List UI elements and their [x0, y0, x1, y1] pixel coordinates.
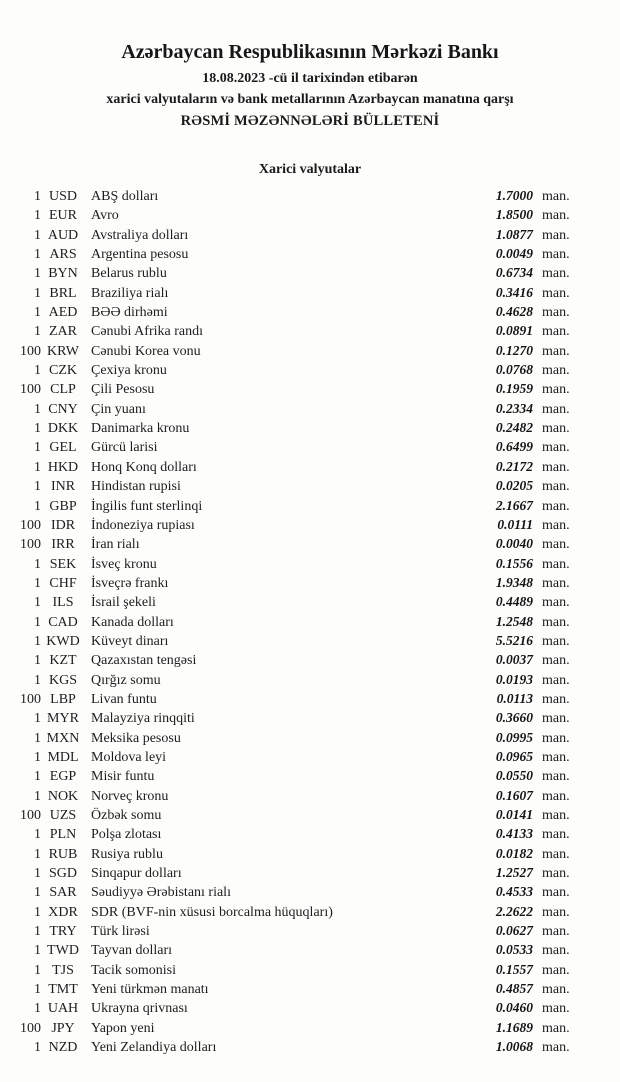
row-currency-name: Misir funtu — [91, 769, 155, 785]
row-quantity: 1 — [34, 324, 41, 340]
row-quantity: 1 — [34, 730, 41, 746]
row-currency-code: SGD — [48, 866, 77, 882]
row-currency-name: Türk lirəsi — [91, 924, 150, 940]
row-currency-code: BYN — [48, 266, 78, 282]
row-quantity: 1 — [34, 556, 41, 572]
row-quantity: 100 — [20, 808, 41, 823]
row-rate-value: 1.1689 — [495, 1019, 533, 1035]
row-unit-label: man. — [542, 711, 570, 727]
row-currency-name: Yapon yeni — [91, 1020, 155, 1036]
row-quantity: 1 — [34, 633, 41, 649]
row-unit-label: man. — [542, 595, 570, 611]
row-currency-code: SEK — [49, 556, 77, 572]
row-currency-code: CLP — [50, 382, 76, 398]
row-rate-value: 0.0768 — [495, 362, 533, 378]
row-rate-value: 0.0111 — [497, 516, 533, 532]
row-currency-code: IDR — [50, 517, 76, 533]
row-currency-code: XDR — [48, 904, 78, 920]
row-quantity: 100 — [20, 343, 41, 359]
row-currency-name: Yeni türkmən manatı — [91, 982, 209, 998]
currency-row — [18, 341, 577, 360]
currency-row — [18, 708, 577, 727]
row-currency-name: Hindistan rupisi — [91, 479, 181, 495]
row-unit-label: man. — [542, 633, 570, 649]
currency-row — [18, 360, 577, 379]
row-currency-name: Belarus rublu — [91, 266, 167, 282]
row-currency-code: ZAR — [49, 324, 77, 340]
row-currency-code: UZS — [49, 808, 77, 823]
row-currency-code: AED — [48, 305, 78, 321]
currency-row — [18, 747, 577, 766]
row-currency-name: Küveyt dinarı — [91, 633, 169, 649]
row-currency-name: Malayziya rinqqiti — [91, 711, 195, 727]
row-rate-value: 2.1667 — [495, 497, 533, 513]
row-quantity: 1 — [34, 266, 41, 282]
row-rate-value: 0.0037 — [495, 652, 533, 668]
row-currency-code: CHF — [49, 575, 77, 591]
row-quantity: 100 — [20, 537, 41, 553]
currency-row — [18, 960, 577, 979]
row-currency-code: TWD — [47, 943, 79, 959]
currency-row — [18, 689, 577, 708]
row-rate-value: 1.2548 — [495, 613, 533, 629]
currency-row — [18, 225, 577, 244]
row-currency-name: Kanada dolları — [91, 614, 174, 630]
row-quantity: 1 — [34, 401, 41, 417]
row-currency-name: İran rialı — [91, 537, 140, 553]
row-quantity: 1 — [34, 885, 41, 901]
row-quantity: 1 — [34, 711, 41, 727]
currency-row — [18, 437, 577, 456]
row-currency-code: TJS — [52, 962, 74, 978]
currency-row — [18, 515, 577, 534]
row-currency-name: İsveçrə frankı — [91, 575, 169, 591]
row-rate-value: 0.2172 — [495, 458, 533, 474]
row-unit-label: man. — [542, 208, 570, 224]
row-rate-value: 2.2622 — [495, 903, 533, 919]
currency-row — [18, 554, 577, 573]
row-rate-value: 0.6734 — [495, 265, 533, 281]
row-unit-label: man. — [542, 730, 570, 746]
row-currency-name: Avstraliya dolları — [91, 227, 189, 243]
row-currency-name: Cənubi Korea vonu — [91, 343, 201, 359]
row-currency-code: CAD — [48, 614, 78, 630]
row-quantity: 1 — [34, 827, 41, 843]
row-currency-code: NZD — [48, 1040, 78, 1056]
row-quantity: 1 — [34, 749, 41, 765]
row-currency-code: KGS — [48, 672, 77, 688]
row-currency-name: Çin yuanı — [91, 401, 146, 417]
row-currency-code: ILS — [52, 595, 74, 611]
row-currency-name: Rusiya rublu — [91, 846, 163, 862]
row-currency-code: UAH — [47, 1001, 79, 1017]
row-currency-code: ARS — [49, 247, 77, 263]
row-rate-value: 0.0533 — [495, 942, 533, 958]
row-quantity: 1 — [34, 595, 41, 611]
row-rate-value: 0.0141 — [495, 807, 533, 822]
currency-row — [18, 321, 577, 340]
row-quantity: 1 — [34, 924, 41, 940]
row-unit-label: man. — [542, 517, 570, 533]
currency-row — [18, 205, 577, 224]
row-currency-code: KWD — [46, 633, 80, 649]
effective-date-line: 18.08.2023 -cü il tarixindən etibarən — [202, 71, 418, 86]
row-rate-value: 0.0049 — [495, 246, 533, 262]
currency-row — [18, 824, 577, 843]
row-rate-value: 0.3416 — [495, 284, 533, 300]
row-rate-value: 1.0877 — [495, 226, 533, 242]
row-rate-value: 0.0113 — [496, 690, 533, 706]
row-unit-label: man. — [542, 421, 570, 437]
currency-row — [18, 940, 577, 959]
currency-row — [18, 844, 577, 863]
currency-row — [18, 1018, 577, 1037]
row-currency-name: Braziliya rialı — [91, 285, 169, 301]
row-currency-code: CNY — [48, 401, 78, 417]
row-quantity: 100 — [20, 1020, 41, 1036]
subject-line: xarici valyutaların və bank metallarının Azərbaycan manatına qarşı — [106, 92, 514, 107]
row-rate-value: 0.1607 — [495, 787, 533, 803]
row-unit-label: man. — [542, 285, 570, 301]
currency-row — [18, 728, 577, 747]
row-quantity: 1 — [34, 227, 41, 243]
row-currency-code: INR — [50, 479, 76, 495]
row-currency-name: Çexiya kronu — [91, 363, 167, 379]
row-currency-code: AUD — [47, 227, 79, 243]
row-quantity: 1 — [34, 305, 41, 321]
row-currency-code: USD — [48, 189, 77, 204]
row-quantity: 1 — [34, 1001, 41, 1017]
currency-row — [18, 979, 577, 998]
row-rate-value: 1.0068 — [495, 1039, 533, 1055]
row-quantity: 1 — [34, 247, 41, 263]
currency-row — [18, 283, 577, 302]
row-currency-code: JPY — [51, 1020, 75, 1036]
currency-row — [18, 379, 577, 398]
currency-row — [18, 534, 577, 553]
row-currency-name: Gürcü larisi — [91, 440, 158, 456]
row-unit-label: man. — [542, 324, 570, 340]
row-quantity: 1 — [34, 498, 41, 514]
row-unit-label: man. — [542, 479, 570, 495]
row-quantity: 1 — [34, 769, 41, 785]
row-unit-label: man. — [542, 189, 570, 204]
row-unit-label: man. — [542, 788, 570, 804]
row-rate-value: 1.2527 — [495, 865, 533, 881]
rates-table — [0, 186, 620, 1056]
row-currency-name: İsveç kronu — [91, 556, 157, 572]
row-rate-value: 0.4857 — [495, 981, 533, 997]
row-currency-code: EUR — [49, 208, 77, 224]
row-currency-code: GEL — [49, 440, 77, 456]
currency-row — [18, 650, 577, 669]
row-rate-value: 0.2334 — [495, 400, 533, 416]
row-quantity: 1 — [34, 788, 41, 804]
row-currency-name: ABŞ dolları — [91, 189, 159, 204]
row-currency-name: Norveç kronu — [91, 788, 169, 804]
currency-row — [18, 631, 577, 650]
row-currency-name: Səudiyyə Ərəbistanı rialı — [91, 885, 231, 901]
row-unit-label: man. — [542, 962, 570, 978]
row-quantity: 1 — [34, 653, 41, 669]
currency-row — [18, 573, 577, 592]
row-unit-label: man. — [542, 537, 570, 553]
row-quantity: 1 — [34, 846, 41, 862]
currency-row — [18, 786, 577, 805]
row-unit-label: man. — [542, 943, 570, 959]
row-currency-name: Tayvan dolları — [91, 943, 173, 959]
row-unit-label: man. — [542, 440, 570, 456]
row-currency-name: Özbək somu — [91, 808, 162, 823]
row-unit-label: man. — [542, 247, 570, 263]
row-unit-label: man. — [542, 982, 570, 998]
row-rate-value: 0.0460 — [495, 1000, 533, 1016]
row-currency-name: Honq Konq dolları — [91, 459, 197, 475]
row-unit-label: man. — [542, 691, 570, 707]
row-currency-code: LBP — [50, 691, 76, 707]
currency-row — [18, 457, 577, 476]
row-rate-value: 0.0965 — [495, 748, 533, 764]
row-unit-label: man. — [542, 401, 570, 417]
row-unit-label: man. — [542, 749, 570, 765]
row-unit-label: man. — [542, 227, 570, 243]
row-quantity: 1 — [34, 982, 41, 998]
row-currency-code: DKK — [47, 421, 79, 437]
row-quantity: 1 — [34, 1040, 41, 1056]
row-unit-label: man. — [542, 885, 570, 901]
row-quantity: 1 — [34, 614, 41, 630]
row-currency-name: Cənubi Afrika randı — [91, 324, 203, 340]
row-rate-value: 0.0550 — [495, 768, 533, 784]
row-unit-label: man. — [542, 614, 570, 630]
currency-row — [18, 302, 577, 321]
row-unit-label: man. — [542, 924, 570, 940]
row-unit-label: man. — [542, 808, 570, 823]
currency-row — [18, 244, 577, 263]
row-quantity: 1 — [34, 459, 41, 475]
row-rate-value: 0.2482 — [495, 420, 533, 436]
currency-row — [18, 998, 577, 1017]
row-currency-name: İndoneziya rupiası — [91, 517, 195, 533]
row-currency-name: SDR (BVF-nin xüsusi borcalma hüquqları) — [91, 904, 333, 920]
row-unit-label: man. — [542, 266, 570, 282]
row-rate-value: 0.4489 — [495, 594, 533, 610]
row-currency-code: GBP — [49, 498, 77, 514]
row-currency-name: Qazaxıstan tengəsi — [91, 653, 197, 669]
row-quantity: 100 — [20, 691, 41, 707]
row-rate-value: 0.0040 — [495, 536, 533, 552]
row-currency-name: Polşa zlotası — [91, 827, 162, 843]
row-unit-label: man. — [542, 827, 570, 843]
row-rate-value: 0.0193 — [495, 671, 533, 687]
row-quantity: 1 — [34, 440, 41, 456]
row-rate-value: 0.0891 — [495, 323, 533, 339]
row-currency-code: KRW — [47, 343, 79, 359]
row-rate-value: 0.6499 — [495, 439, 533, 455]
row-currency-code: PLN — [49, 827, 77, 843]
currency-row — [18, 186, 577, 205]
row-quantity: 1 — [34, 904, 41, 920]
row-currency-name: İsrail şekeli — [91, 595, 156, 611]
row-currency-code: EGP — [49, 769, 77, 785]
currency-row — [18, 766, 577, 785]
row-unit-label: man. — [542, 653, 570, 669]
row-currency-code: MDL — [47, 749, 79, 765]
row-currency-code: RUB — [48, 846, 78, 862]
row-currency-name: Danimarka kronu — [91, 421, 190, 437]
row-rate-value: 0.0182 — [495, 845, 533, 861]
currency-row — [18, 670, 577, 689]
row-unit-label: man. — [542, 363, 570, 379]
row-currency-name: Moldova leyi — [91, 749, 167, 765]
currency-row — [18, 882, 577, 901]
row-currency-code: TRY — [49, 924, 77, 940]
row-rate-value: 0.4133 — [495, 826, 533, 842]
row-currency-code: TMT — [48, 982, 78, 998]
row-unit-label: man. — [542, 866, 570, 882]
row-unit-label: man. — [542, 305, 570, 321]
row-currency-name: Avro — [91, 208, 119, 224]
row-rate-value: 1.9348 — [495, 574, 533, 590]
row-currency-name: Ukrayna qrivnası — [91, 1001, 188, 1017]
row-currency-code: SAR — [49, 885, 77, 901]
row-quantity: 1 — [34, 421, 41, 437]
currency-row — [18, 263, 577, 282]
row-currency-name: Sinqapur dolları — [91, 866, 182, 882]
row-currency-code: HKD — [47, 459, 79, 475]
row-quantity: 1 — [34, 672, 41, 688]
row-unit-label: man. — [542, 575, 570, 591]
row-currency-name: Yeni Zelandiya dolları — [91, 1040, 217, 1056]
row-currency-code: MYR — [47, 711, 79, 727]
row-quantity: 100 — [20, 382, 41, 398]
row-unit-label: man. — [542, 1020, 570, 1036]
row-quantity: 1 — [34, 962, 41, 978]
row-unit-label: man. — [542, 498, 570, 514]
row-unit-label: man. — [542, 1001, 570, 1017]
currency-row — [18, 592, 577, 611]
row-rate-value: 0.0995 — [495, 729, 533, 745]
row-currency-name: Livan funtu — [91, 691, 157, 707]
row-currency-name: BƏƏ dirhəmi — [91, 305, 168, 321]
row-currency-name: Argentina pesosu — [91, 247, 189, 263]
row-quantity: 1 — [34, 208, 41, 224]
row-quantity: 1 — [34, 943, 41, 959]
row-quantity: 100 — [20, 517, 41, 533]
row-unit-label: man. — [542, 769, 570, 785]
row-rate-value: 5.5216 — [495, 632, 533, 648]
row-unit-label: man. — [542, 343, 570, 359]
row-rate-value: 0.1557 — [495, 961, 533, 977]
row-currency-code: BRL — [49, 285, 77, 301]
currency-row — [18, 921, 577, 940]
currency-row — [18, 496, 577, 515]
row-unit-label: man. — [542, 846, 570, 862]
row-currency-code: IRR — [51, 537, 75, 553]
currency-row — [18, 1037, 577, 1056]
row-quantity: 1 — [34, 866, 41, 882]
row-currency-name: Tacik somonisi — [91, 962, 176, 978]
bank-title: Azərbaycan Respublikasının Mərkəzi Bankı — [121, 41, 499, 63]
row-rate-value: 0.4533 — [495, 884, 533, 900]
row-currency-code: MXN — [46, 730, 80, 746]
currency-row — [18, 399, 577, 418]
row-rate-value: 0.3660 — [495, 710, 533, 726]
currency-row — [18, 418, 577, 437]
row-rate-value: 1.8500 — [495, 207, 533, 223]
row-rate-value: 0.0627 — [495, 923, 533, 939]
currency-row — [18, 902, 577, 921]
bulletin-title: RƏSMİ MƏZƏNNƏLƏRİ BÜLLETENİ — [180, 113, 440, 129]
row-rate-value: 1.7000 — [495, 188, 533, 203]
currency-row — [18, 612, 577, 631]
row-rate-value: 0.1556 — [495, 555, 533, 571]
row-unit-label: man. — [542, 382, 570, 398]
section-title-foreign-currencies: Xarici valyutalar — [258, 162, 362, 177]
row-currency-code: NOK — [47, 788, 79, 804]
row-quantity: 1 — [34, 479, 41, 495]
row-currency-name: Meksika pesosu — [91, 730, 181, 746]
row-unit-label: man. — [542, 904, 570, 920]
row-currency-code: KZT — [49, 653, 77, 669]
currency-row — [18, 863, 577, 882]
row-currency-name: İngilis funt sterlinqi — [91, 498, 203, 514]
row-currency-name: Çili Pesosu — [91, 382, 155, 398]
row-rate-value: 0.0205 — [495, 478, 533, 494]
row-rate-value: 0.1270 — [495, 342, 533, 358]
row-quantity: 1 — [34, 189, 41, 204]
row-unit-label: man. — [542, 459, 570, 475]
row-unit-label: man. — [542, 556, 570, 572]
currency-row — [18, 805, 577, 824]
row-rate-value: 0.1959 — [495, 381, 533, 397]
row-quantity: 1 — [34, 575, 41, 591]
row-rate-value: 0.4628 — [495, 304, 533, 320]
row-currency-code: CZK — [49, 363, 77, 379]
currency-row — [18, 476, 577, 495]
row-quantity: 1 — [34, 363, 41, 379]
row-currency-name: Qırğız somu — [91, 672, 161, 688]
row-unit-label: man. — [542, 672, 570, 688]
row-quantity: 1 — [34, 285, 41, 301]
row-unit-label: man. — [542, 1040, 570, 1056]
